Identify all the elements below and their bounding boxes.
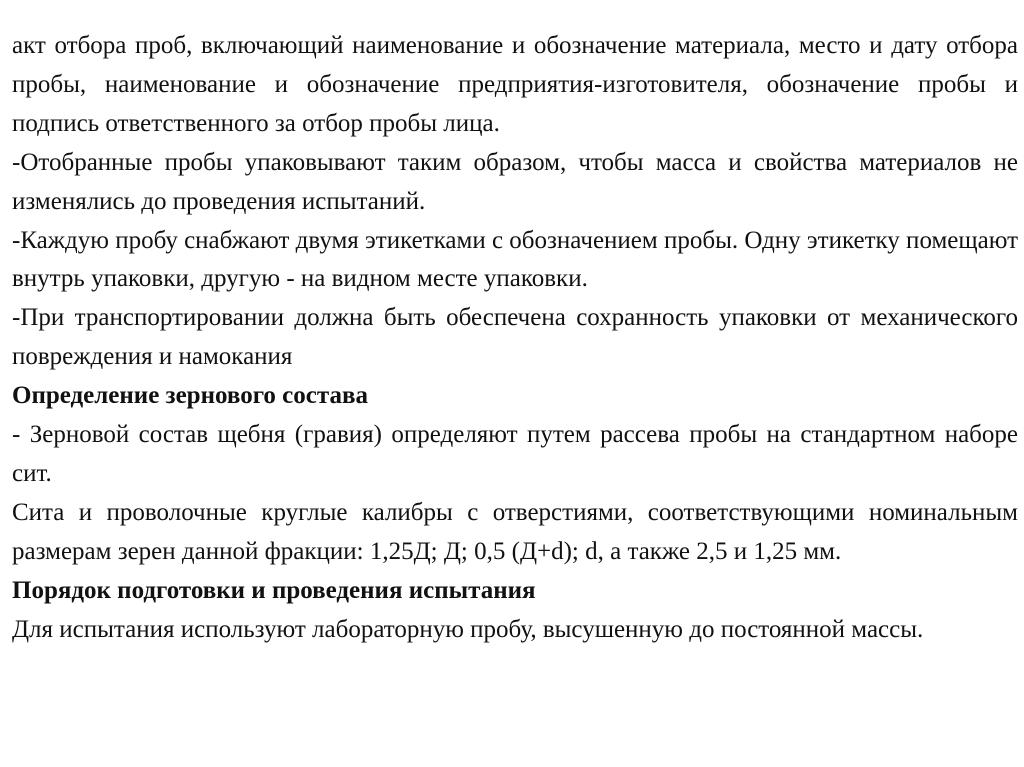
paragraph-sample-transport: -При транспортировании должна быть обеспечена сохранность упаковки от механического повреждения и намокания — [12, 304, 1018, 371]
paragraph-test-sample: Для испытания используют лабораторную пробу, высушенную до постоянной массы. — [12, 615, 924, 643]
paragraph-sample-act: акт отбора проб, включающий наименование и обозначение материала, место и дату отбора пробы, наименование и обозначение предприятия-изготовителя, обозначение пробы и подпись ответственного за отбор пробы лица. — [12, 32, 1018, 137]
paragraph-sample-labels: -Каждую пробу снабжают двумя этикетками с обозначением пробы. Одну этикетку помещают внутрь упаковки, другую - на видном месте упаковки. — [12, 226, 1018, 293]
heading-test-procedure: Порядок подготовки и проведения испытания — [12, 576, 536, 604]
document-page — [12, 27, 1018, 650]
paragraph-sample-packing: -Отобранные пробы упаковывают таким образом, чтобы масса и свойства материалов не изменялись до проведения испытаний. — [12, 148, 1018, 215]
paragraph-sieves: Сита и проволочные круглые калибры с отверстиями, соответствующими номинальным размерам зерен данной фракции: 1,25Д; Д; 0,5 (Д+d); d, а также 2,5 и 1,25 мм. — [12, 498, 1018, 565]
paragraph-grain-composition: - Зерновой состав щебня (гравия) определяют путем рассева пробы на стандартном наборе сит. — [12, 421, 1018, 487]
heading-grain-composition: Определение зернового состава — [12, 382, 368, 410]
